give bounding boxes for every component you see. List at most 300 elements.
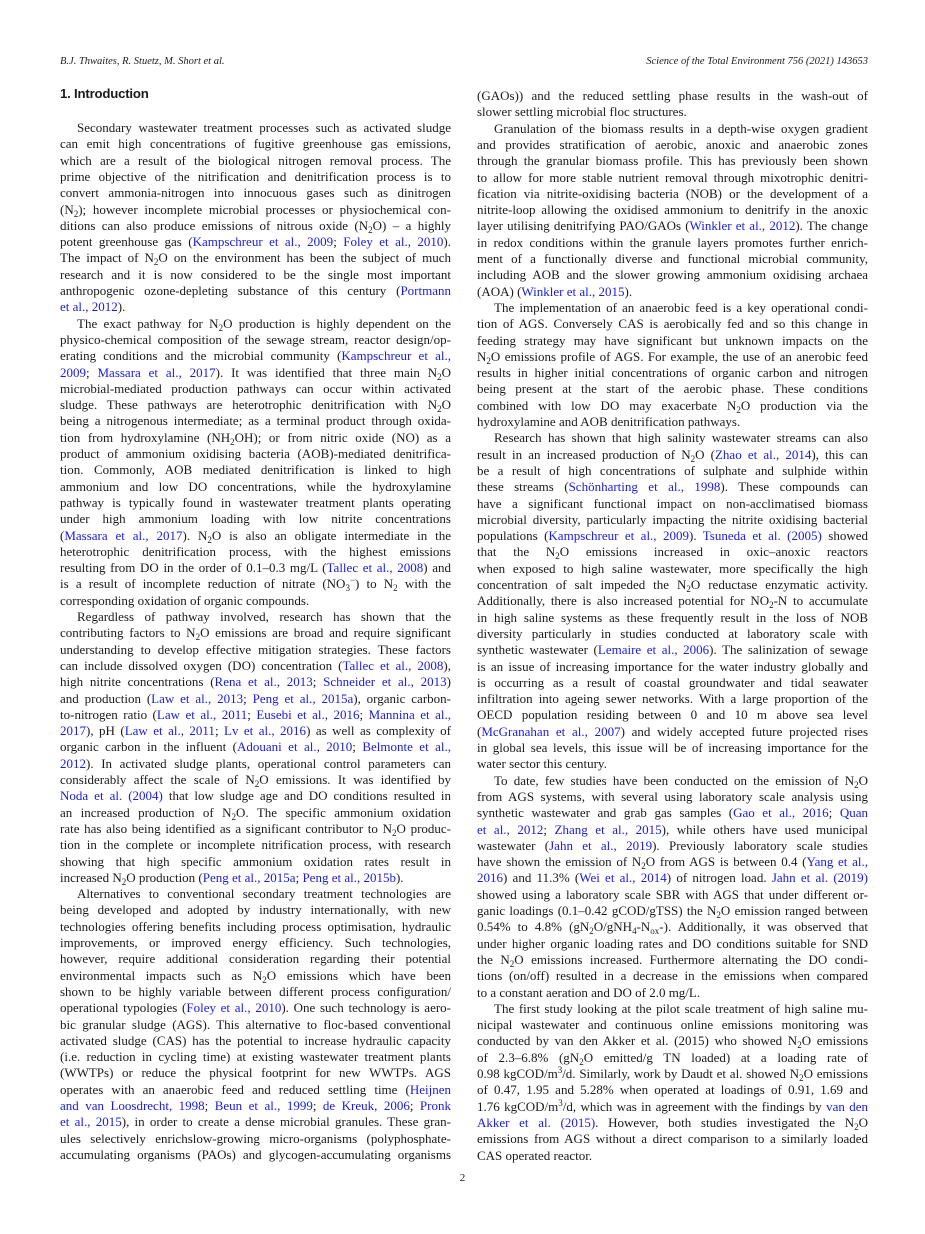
- text-run: O emissions: [803, 1066, 868, 1081]
- text-run: ).: [117, 299, 126, 315]
- citation-link[interactable]: Zhang et al., 2015: [554, 821, 662, 837]
- text-line: [60, 886, 451, 902]
- text-line: [477, 235, 868, 251]
- text-run: feeding strategy may have significant but unknown impacts on the: [477, 332, 868, 348]
- text-run: physico-chemical composition of the sewage stream, reactor design/op-: [60, 331, 451, 347]
- text-run: ;: [243, 690, 253, 706]
- citation-link[interactable]: Foley et al., 2010: [186, 1000, 282, 1016]
- text-line: [60, 658, 451, 674]
- text-run: conducted by van den Akker et al. (2015) who showed N: [477, 1033, 798, 1049]
- text-line: [60, 1065, 451, 1081]
- citation-link[interactable]: Mannina et al.,: [368, 706, 452, 722]
- text-line: [477, 887, 868, 903]
- text-line: [477, 610, 868, 626]
- text-run: O emission ranged between: [720, 903, 869, 918]
- citation-link[interactable]: Foley et al., 2010: [343, 234, 444, 250]
- subscript: 2: [218, 322, 224, 333]
- text-run: wastewater (: [477, 837, 550, 853]
- text-line: [60, 462, 451, 478]
- text-line: [60, 854, 451, 870]
- text-run: O/gNH: [593, 919, 633, 935]
- citation-link[interactable]: Peng et al., 2015a: [202, 869, 296, 885]
- text-run: O (: [695, 446, 715, 462]
- text-line: [60, 495, 451, 511]
- text-run: is occurring as a result of coastal groundwater and tidal seawater: [477, 674, 868, 690]
- text-line: [60, 267, 451, 283]
- text-line: [60, 625, 451, 641]
- citation-link[interactable]: van den: [826, 1098, 869, 1114]
- text-run: O produc-: [396, 820, 451, 836]
- text-line: [60, 870, 451, 886]
- text-run: considerably affect the scale of N: [60, 772, 255, 787]
- text-run: O: [858, 772, 868, 788]
- text-run: microbial-mediated production pathways can occur within activated: [60, 380, 451, 396]
- text-run: can include dissolved oxygen (DO) concentration (: [60, 657, 343, 673]
- text-line: [60, 1098, 451, 1114]
- text-run: of 0.47, 1.95 and 5.28% when operated at loadings of 0.91, 1.69 and: [477, 1082, 868, 1098]
- text-run: showing that high specific ammonium oxidation rates result in: [60, 853, 451, 869]
- citation-link[interactable]: Peng et al., 2015a: [252, 690, 354, 706]
- citation-link[interactable]: Kampschreur et al.,: [341, 348, 451, 364]
- text-line: [477, 381, 868, 397]
- text-run: in high saline systems as these frequently result in the loss of NOB: [477, 609, 868, 625]
- subscript: 2: [686, 584, 691, 594]
- text-run: result in an increased production of N: [477, 446, 691, 462]
- text-run: ;: [359, 706, 369, 722]
- text-run: O emitted/g TN loaded) at a loading rate of: [583, 1049, 868, 1065]
- citation-link[interactable]: 2012: [60, 755, 86, 771]
- subscript: ox: [650, 926, 660, 937]
- subscript: 2: [854, 1121, 859, 1132]
- section-heading: 1. Introduction: [60, 86, 149, 101]
- text-run: ).: [443, 234, 451, 250]
- text-run: -). Additionally, it was observed that: [659, 919, 868, 935]
- text-run: ) as well as complexity of: [306, 723, 451, 739]
- text-run: resulting from DO in the order of 0.1–0.3 mg/L (: [60, 560, 327, 576]
- text-line: [477, 985, 868, 1001]
- text-line: [477, 528, 868, 544]
- text-run: O. The specific ammonium oxidation: [236, 804, 451, 820]
- text-run: ). These compounds can: [720, 479, 868, 495]
- text-line: [60, 1147, 451, 1163]
- text-run: The exact pathway for N: [77, 315, 219, 331]
- text-run: (: [477, 723, 482, 739]
- citation-link[interactable]: Rena et al., 2013: [214, 674, 313, 690]
- text-line: [477, 854, 868, 870]
- text-run: showed: [821, 528, 868, 544]
- citation-link[interactable]: Pronk: [419, 1098, 451, 1113]
- text-line: [60, 756, 451, 772]
- text-run: microbial diversity, particularly impacting the nitrite oxidising bacterial: [477, 511, 868, 527]
- text-line: [477, 1050, 868, 1066]
- text-run: slower settling microbial floc structures.: [477, 104, 687, 120]
- text-line: [477, 822, 868, 838]
- text-run: emissions from AGS without a direct comparison to a similarly loaded: [477, 1131, 868, 1147]
- text-line: [477, 903, 868, 919]
- text-line: [477, 1033, 868, 1049]
- text-line: [477, 333, 868, 349]
- citation-link[interactable]: McGranahan et al., 2007: [481, 723, 621, 739]
- text-line: [60, 120, 451, 136]
- text-run: ) and 11.3% (: [503, 870, 580, 886]
- text-run: The implementation of an anaerobic feed is a key operational condi-: [494, 299, 868, 315]
- text-run: an increased production of N: [60, 804, 232, 820]
- text-run: ;: [409, 1098, 420, 1113]
- text-line: [60, 984, 451, 1000]
- text-line: [60, 381, 451, 397]
- text-run: product of ammonium oxidising bacteria (AOB)-mediated denitrifica-: [60, 446, 451, 461]
- citation-link[interactable]: Peng et al., 2015b: [302, 869, 396, 885]
- citation-link[interactable]: Winkler et al., 2012: [689, 218, 796, 234]
- running-header-authors: B.J. Thwaites, R. Stuetz, M. Short et al.: [60, 56, 225, 67]
- text-line: [60, 169, 451, 185]
- text-run: ;: [333, 234, 344, 250]
- text-run: (N: [60, 201, 74, 217]
- text-line: [477, 561, 868, 577]
- text-line: [60, 348, 451, 364]
- text-run: infiltration into ageing sewer networks. With a large proportion of the: [477, 691, 868, 707]
- citation-link[interactable]: Yang et al.,: [806, 854, 868, 870]
- citation-link[interactable]: Gao et al., 2016: [733, 805, 829, 821]
- text-run: bic granular sludge (AGS). This alternative to floc-based conventional: [60, 1016, 451, 1032]
- text-line: [477, 593, 868, 609]
- text-line: [477, 544, 868, 560]
- text-run: ment of a functionally diverse and functional microbial community,: [477, 251, 868, 266]
- text-run: O production (: [126, 869, 203, 885]
- superscript: 3: [557, 1065, 563, 1075]
- subscript: 2: [195, 632, 201, 643]
- text-run: /d, which was in agreement with the findings by: [562, 1098, 827, 1114]
- text-line: [477, 936, 868, 952]
- citation-link[interactable]: and van Loosdrecht, 1998: [60, 1098, 205, 1113]
- text-line: [477, 349, 868, 365]
- text-line: [60, 430, 451, 446]
- citation-link[interactable]: Tallec et al., 2008: [326, 560, 424, 576]
- text-run: sludge. These pathways are heterotrophic denitrification with N: [60, 397, 438, 413]
- text-run: ), pH (: [86, 723, 125, 739]
- text-run: O emissions: [801, 1033, 869, 1049]
- text-run: Secondary wastewater treatment processes such as activated sludge: [77, 120, 451, 135]
- text-run: which are a result of the biological nitrogen removal process. The: [60, 152, 451, 168]
- text-run: Additionally, there is also increased potential for NO: [477, 593, 770, 609]
- text-run: O emissions are broad and require significant: [200, 625, 451, 641]
- text-run: tion in the complete or incomplete nitrification process, with research: [60, 837, 451, 853]
- text-line: [60, 283, 451, 299]
- text-run: ;: [247, 706, 257, 722]
- text-line: [477, 512, 868, 528]
- text-line: [477, 153, 868, 169]
- text-run: potent greenhouse gas (: [60, 234, 193, 250]
- text-run: O production via the: [740, 397, 868, 413]
- citation-link[interactable]: Beun et al., 1999: [214, 1098, 313, 1113]
- text-run: that low sludge age and DO conditions resulted in: [162, 788, 451, 804]
- citation-link[interactable]: Jahn et al. (2019): [771, 870, 868, 886]
- subscript: 2: [799, 1073, 804, 1083]
- text-run: O emissions increased. Furthermore alternating the DO condi-: [514, 951, 868, 967]
- citation-link[interactable]: et al., 2012: [477, 821, 544, 837]
- text-line: [477, 919, 868, 935]
- text-run: O: [858, 1114, 868, 1130]
- text-line: [60, 446, 451, 462]
- text-run: anthropogenic ozone-depleting substance of this century (: [60, 283, 401, 298]
- text-run: ), while others have used municipal: [661, 821, 869, 837]
- text-run: high nitrite concentrations (: [60, 674, 215, 690]
- text-run: 1.76 kgCOD/m: [477, 1098, 559, 1114]
- text-run: (: [60, 527, 65, 543]
- citation-link[interactable]: Tsuneda et al. (2005): [702, 528, 822, 544]
- text-line: [60, 609, 451, 625]
- text-line: [60, 1017, 451, 1033]
- citation-link[interactable]: Kampschreur et al., 2009: [548, 528, 689, 544]
- text-run: have a significant functional impact on non-acclimatised biomass: [477, 495, 868, 511]
- text-run: ;: [204, 1098, 215, 1113]
- subscript: 2: [690, 453, 696, 464]
- citation-link[interactable]: Massara et al., 2017: [97, 364, 216, 380]
- text-run: ),: [443, 657, 451, 673]
- text-run: layer utilising denitrifying PAO/GAOs (: [477, 218, 690, 234]
- text-run: combined with low DO may exacerbate N: [477, 397, 737, 413]
- text-run: ;: [312, 674, 324, 690]
- text-run: fication via nitrite-oxidising bacteria (NOB) or the development of a: [477, 185, 868, 201]
- subscript: 2: [854, 779, 859, 790]
- text-run: The impact of N: [60, 250, 154, 266]
- subscript: 2: [716, 910, 721, 920]
- text-run: including AOB and the slower growing ammonium oxidising archaea: [477, 267, 868, 283]
- citation-link[interactable]: Heijnen: [409, 1081, 451, 1097]
- text-run: ) of nitrogen load.: [666, 870, 772, 886]
- subscript: 2: [437, 404, 442, 415]
- text-run: contributing factors to N: [60, 625, 196, 641]
- text-line: [60, 365, 451, 381]
- text-run: O emissions. It was identified by: [259, 772, 451, 787]
- text-run: being a nitrogenous intermediate; as a terminal product through oxida-: [60, 413, 451, 429]
- superscript: 3: [558, 1097, 563, 1108]
- citation-link[interactable]: Lemaire et al., 2006: [597, 642, 710, 658]
- text-run: tion. Commonly, AOB mediated denitrification is linked to high: [60, 462, 451, 478]
- text-run: shown to be highly variable between different process configuration/: [60, 983, 451, 999]
- text-line: [477, 300, 868, 316]
- citation-link[interactable]: 2016: [477, 870, 503, 886]
- text-line: [60, 185, 451, 201]
- text-run: environmental impacts such as N: [60, 967, 263, 983]
- text-run: ). In activated sludge plants, operational control parameters can: [86, 755, 451, 771]
- text-run: Alternatives to conventional secondary treatment technologies are: [77, 886, 451, 902]
- text-run: from AGS systems, with several using laboratory scale analysis using: [477, 788, 868, 804]
- text-run: improvements, or improved energy efficiency. Such technologies,: [60, 935, 451, 950]
- citation-link[interactable]: Tallec et al., 2008: [342, 657, 444, 673]
- text-line: [477, 659, 868, 675]
- text-run: in global sea levels, this issue will be of increasing importance for the: [477, 740, 868, 755]
- text-run: being developed and adopted by industry internationally, with new: [60, 902, 451, 918]
- text-line: [60, 136, 451, 152]
- citation-link[interactable]: Winkler et al., 2015: [521, 283, 625, 299]
- text-line: [60, 1049, 451, 1065]
- text-line: [60, 576, 451, 592]
- text-run: can emit high concentrations of fugitive greenhouse gas emissions,: [60, 136, 451, 152]
- citation-link[interactable]: et al., 2015: [60, 1114, 122, 1130]
- text-run: tions (on/off) resulted in a decrease in the emissions when compared: [477, 968, 868, 984]
- text-run: organic carbon in the influent (: [60, 739, 237, 755]
- text-line: [60, 935, 451, 951]
- superscript: −: [349, 575, 356, 586]
- text-run: -N to accumulate: [773, 593, 869, 609]
- text-run: ganic loadings (0.1–0.42 gCOD/gTSS) the N: [477, 903, 717, 918]
- text-run: ;: [86, 364, 98, 380]
- citation-link[interactable]: Adouani et al., 2010: [236, 739, 353, 755]
- text-run: (i.e. reduction in cycling time) at existing wastewater treatment plants: [60, 1049, 451, 1065]
- text-line: [477, 626, 868, 642]
- text-run: O reductase enzymatic activity.: [690, 577, 868, 592]
- subscript: 2: [769, 600, 774, 611]
- text-line: [477, 838, 868, 854]
- text-run: to allow for more stable nutrient removal through mixotrophic denitri-: [477, 169, 868, 185]
- text-line: [477, 202, 868, 218]
- text-run: ules selectively enrichslow-growing micro-organisms (polyphosphate-: [60, 1130, 451, 1146]
- text-run: ;: [543, 821, 555, 837]
- text-run: (GAOs)) and the reduced settling phase results in the wash-out of: [477, 88, 868, 103]
- citation-link[interactable]: de Kreuk, 2006: [322, 1098, 410, 1113]
- text-line: [60, 299, 451, 315]
- text-run: ).: [624, 283, 633, 299]
- text-run: results in higher initial concentrations of organic carbon and nitrogen: [477, 365, 868, 381]
- citation-link[interactable]: Zhao et al., 2014: [714, 446, 812, 462]
- text-line: [477, 137, 868, 153]
- text-run: concentration of salt impeded the N: [477, 577, 687, 592]
- text-run: prime objective of the nitrification and denitrification process is to: [60, 168, 451, 184]
- text-line: [477, 104, 868, 120]
- text-line: [477, 447, 868, 463]
- text-run: erating conditions and the microbial community (: [60, 348, 342, 364]
- citation-link[interactable]: Massara et al., 2017: [64, 527, 183, 543]
- text-line: [60, 707, 451, 723]
- text-run: through the granular biomass profile. This has previously been shown: [477, 153, 868, 169]
- text-line: [60, 593, 451, 609]
- citation-link[interactable]: Schönharting et al., 1998: [568, 479, 721, 495]
- citation-link[interactable]: Schneider et al., 2013: [323, 674, 447, 690]
- text-line: [477, 675, 868, 691]
- text-line: [477, 952, 868, 968]
- text-run: O on the environment has been the subject of much: [158, 250, 451, 266]
- text-run: -N: [636, 919, 651, 935]
- text-run: accumulating organisms (PAOs) and glycogen-accumulating organisms: [60, 1146, 451, 1162]
- citation-link[interactable]: Eusebi et al., 2016: [256, 706, 360, 722]
- text-run: be a result of high concentrations of sulphate and sulphide within: [477, 462, 868, 478]
- citation-link[interactable]: Portmann: [400, 283, 451, 298]
- text-run: ammonium and low DO concentrations, while the hydroxylamine: [60, 478, 451, 494]
- subscript: 2: [437, 371, 442, 382]
- subscript: 3: [345, 583, 350, 594]
- citation-link[interactable]: Jahn et al., 2019: [549, 837, 653, 853]
- citation-link[interactable]: 2017: [60, 723, 86, 739]
- text-run: ), this can: [811, 446, 868, 462]
- citation-link[interactable]: Lv et al., 2016: [224, 723, 307, 739]
- text-line: [477, 870, 868, 886]
- text-run: is an issue of increasing importance for the water industry globally and: [477, 658, 868, 674]
- text-line: [477, 414, 868, 430]
- subscript: 2: [486, 355, 491, 366]
- text-run: operational typologies (: [60, 1000, 187, 1016]
- text-line: [60, 332, 451, 348]
- text-run: N: [477, 348, 487, 364]
- text-line: [60, 1114, 451, 1130]
- text-line: [477, 1066, 868, 1082]
- text-run: O emissions increased in oxic–anoxic reactors: [559, 544, 868, 560]
- text-run: heterotrophic denitrification process, with the highest emissions: [60, 543, 451, 559]
- text-line: [477, 218, 868, 234]
- text-line: [477, 479, 868, 495]
- text-run: To date, few studies have been conducted on the emission of N: [494, 772, 855, 788]
- text-run: to-nitrogen ratio (: [60, 706, 157, 722]
- subscript: 2: [797, 1040, 802, 1051]
- text-line: [60, 316, 451, 332]
- text-line: [60, 1033, 451, 1049]
- citation-link[interactable]: Belmonte et al.,: [362, 739, 451, 755]
- text-run: water sector this century.: [477, 756, 607, 772]
- text-run: operates with an anaerobic feed and reduced settling time (: [60, 1081, 410, 1097]
- running-header-journal: Science of the Total Environment 756 (2021) 143653: [646, 56, 868, 67]
- text-run: ;: [352, 739, 363, 755]
- citation-link[interactable]: Law et al., 2013: [151, 690, 244, 706]
- text-run: O emissions profile of AGS. For example, the use of an anerobic feed: [490, 348, 868, 364]
- citation-link[interactable]: Quan: [839, 805, 868, 821]
- text-run: nitrite-loop allowing the oxidised ammonium to denitrify in the anoxic: [477, 202, 868, 218]
- subscript: 2: [368, 224, 373, 235]
- citation-link[interactable]: 2009: [60, 364, 86, 380]
- citation-link[interactable]: Kampschreur et al., 2009: [192, 234, 334, 250]
- subscript: 2: [73, 208, 79, 219]
- text-line: [477, 316, 868, 332]
- text-run: Granulation of the biomass results in a depth-wise oxygen gradient: [494, 120, 868, 136]
- text-line: [477, 1017, 868, 1033]
- text-run: CAS operated reactor.: [477, 1147, 593, 1163]
- text-line: [477, 186, 868, 202]
- text-run: synthetic wastewater and grab gas samples (: [477, 805, 734, 821]
- text-line: [477, 1115, 868, 1131]
- text-run: The first study looking at the pilot scale treatment of high saline mu-: [494, 1000, 868, 1016]
- text-run: when exposed to high saline wastewater, more specifically the high: [477, 560, 868, 576]
- citation-link[interactable]: Law et al., 2011: [124, 723, 215, 739]
- citation-link[interactable]: Wei et al., 2014: [579, 870, 667, 886]
- text-line: [477, 1099, 868, 1115]
- citation-link[interactable]: Noda et al. (2004): [60, 788, 163, 804]
- citation-link[interactable]: Law et al., 2011: [156, 706, 248, 722]
- text-line: [477, 740, 868, 756]
- text-run: O production is highly dependent on the: [223, 315, 451, 331]
- text-run: ) to N: [355, 576, 394, 592]
- text-line: [60, 560, 451, 576]
- text-run: is a result of incomplete reduction of nitrate (NO: [60, 576, 346, 592]
- text-line: [477, 121, 868, 137]
- text-run: nicipal wastewater and continuous online emissions monitoring was: [477, 1017, 868, 1033]
- text-line: [477, 756, 868, 772]
- subscript: 2: [207, 534, 212, 545]
- text-line: [477, 805, 868, 821]
- citation-link[interactable]: et al., 2012: [60, 299, 118, 315]
- text-line: [60, 968, 451, 984]
- text-line: [477, 170, 868, 186]
- text-run: tion from hydroxylamine (NH: [60, 429, 231, 445]
- text-run: with the: [397, 576, 451, 592]
- text-run: . However, both studies investigated the N: [595, 1114, 855, 1130]
- text-run: increased N: [60, 869, 122, 885]
- text-line: [477, 88, 868, 104]
- text-line: [477, 398, 868, 414]
- subscript: 2: [231, 811, 237, 822]
- text-run: ;: [295, 869, 303, 885]
- citation-link[interactable]: Akker et al. (2015): [477, 1114, 596, 1130]
- text-line: [60, 234, 451, 250]
- subscript: 2: [641, 861, 646, 872]
